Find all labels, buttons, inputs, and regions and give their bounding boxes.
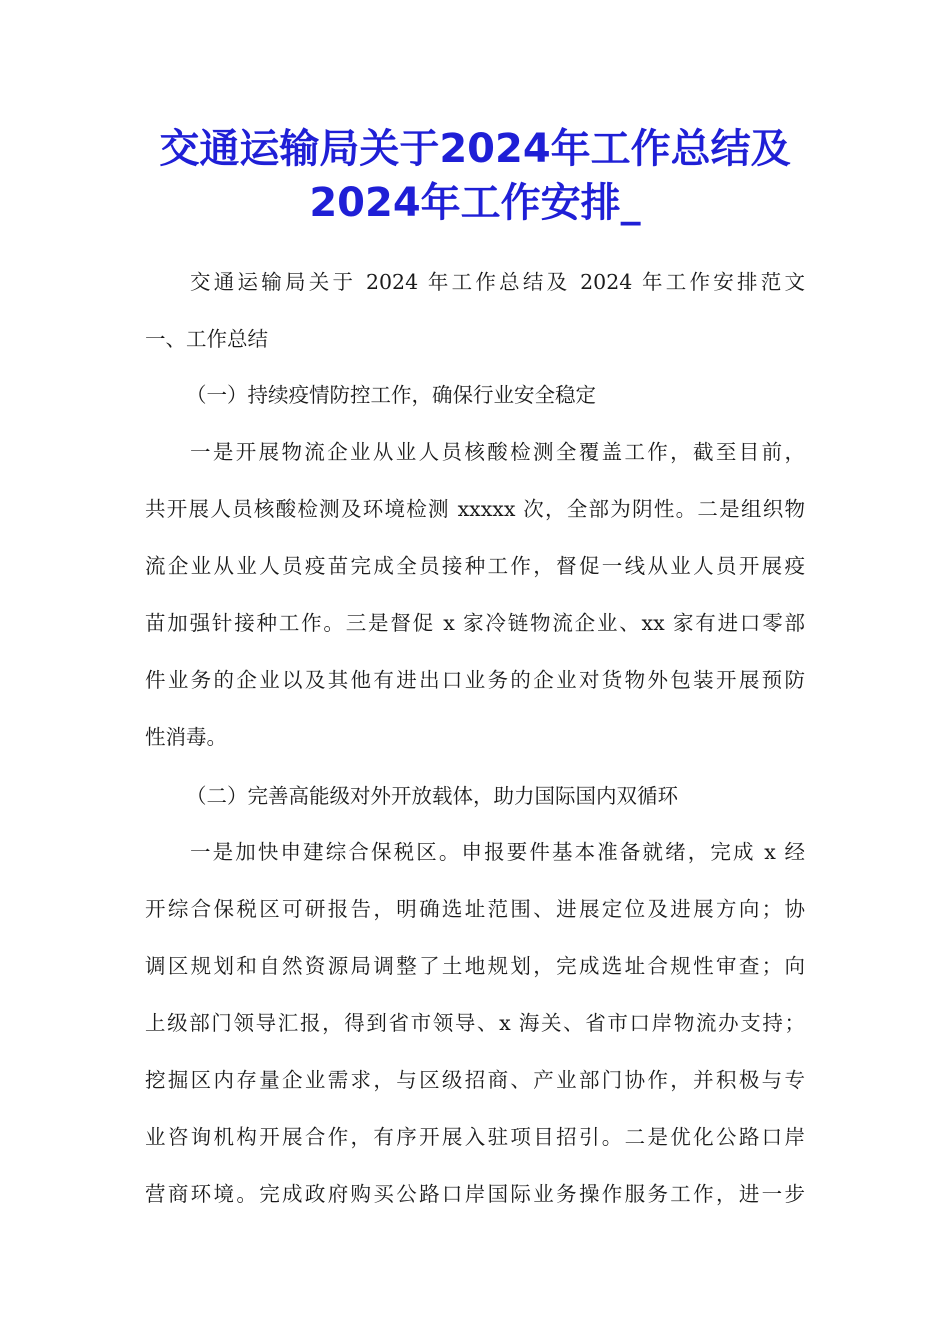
paragraph-line: 一是开展物流企业从业人员核酸检测全覆盖工作，截至目前，: [190, 440, 805, 464]
document-subtitle: 交通运输局关于 2024 年工作总结及 2024 年工作安排范文: [190, 270, 805, 294]
paragraph-line: 一是加快申建综合保税区。申报要件基本准备就绪，完成 x 经: [190, 840, 805, 864]
paragraph-line: 性消毒。: [145, 725, 227, 749]
paragraph-line: 业咨询机构开展合作，有序开展入驻项目招引。二是优化公路口岸: [145, 1125, 805, 1149]
document-title-line: 交通运输局关于2024年工作总结及: [159, 126, 791, 172]
document-title: [120, 122, 830, 230]
subsection-heading: （一）持续疫情防控工作，确保行业安全稳定: [186, 383, 596, 407]
paragraph-line: 苗加强针接种工作。三是督促 x 家冷链物流企业、xx 家有进口零部: [145, 611, 805, 635]
document-title-line: 2024年工作安排_: [309, 180, 641, 226]
paragraph-line: 流企业从业人员疫苗完成全员接种工作，督促一线从业人员开展疫: [145, 554, 805, 578]
paragraph-line: 挖掘区内存量企业需求，与区级招商、产业部门协作，并积极与专: [145, 1068, 805, 1092]
paragraph-line: 营商环境。完成政府购买公路口岸国际业务操作服务工作，进一步: [145, 1182, 805, 1206]
section-heading: 一、工作总结: [145, 327, 268, 351]
subsection-heading: （二）完善高能级对外开放载体，助力国际国内双循环: [186, 784, 678, 808]
paragraph-line: 件业务的企业以及其他有进出口业务的企业对货物外包装开展预防: [145, 668, 805, 692]
paragraph-line: 上级部门领导汇报，得到省市领导、x 海关、省市口岸物流办支持；: [145, 1011, 805, 1035]
paragraph-line: 调区规划和自然资源局调整了土地规划，完成选址合规性审查；向: [145, 954, 805, 978]
paragraph-line: 共开展人员核酸检测及环境检测 xxxxx 次，全部为阴性。二是组织物: [145, 497, 805, 521]
paragraph-line: 开综合保税区可研报告，明确选址范围、进展定位及进展方向；协: [145, 897, 805, 921]
